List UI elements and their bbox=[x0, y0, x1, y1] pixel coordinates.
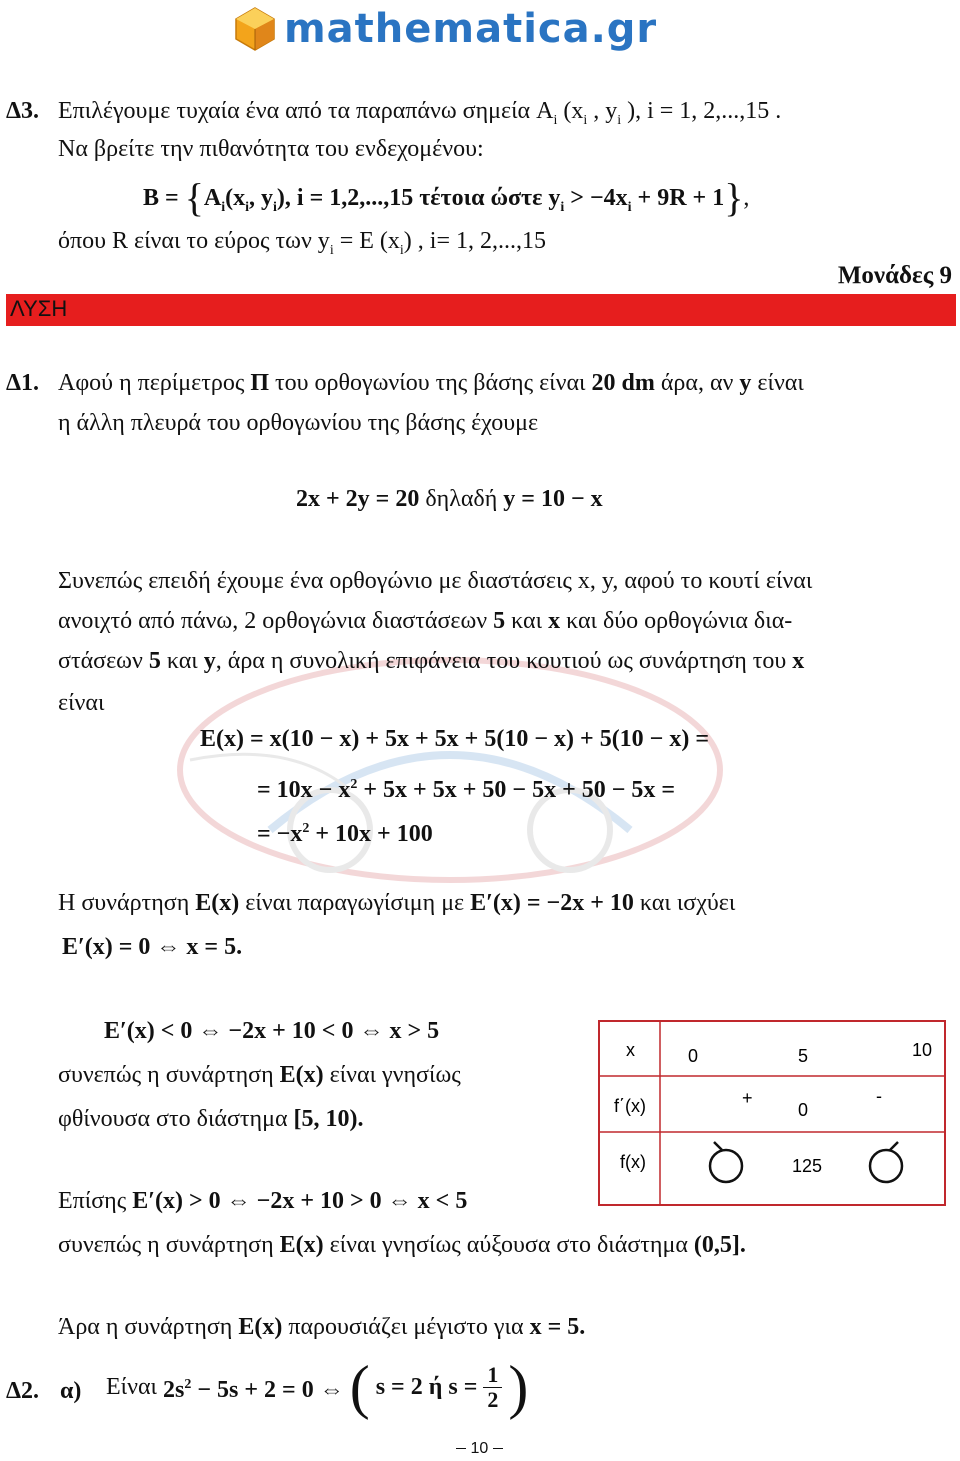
d1-paragraph-13: συνεπώς η συνάρτηση E(x) είναι γνησίως αύξουσα στο διάστημα (0,5]. bbox=[58, 1232, 746, 1258]
d1-derivative-negative: E′(x) < 0 ⇔ −2x + 10 < 0 ⇔ x > 5 bbox=[104, 1018, 440, 1044]
vt-row-f-label: f(x) bbox=[620, 1152, 646, 1172]
vt-fprime-zero: 0 bbox=[798, 1100, 809, 1120]
decreasing-arrow-icon bbox=[870, 1142, 902, 1182]
solution-label-d1: Δ1. bbox=[6, 370, 40, 396]
d1-paragraph-3: Συνεπώς επειδή έχουμε ένα ορθογώνιο με διαστάσεις x, y, αφού το κουτί είναι bbox=[58, 568, 813, 594]
vt-row-x-label: x bbox=[626, 1040, 635, 1060]
increasing-arrow-icon bbox=[710, 1142, 742, 1182]
problem-line-1: Επιλέγουμε τυχαία ένα από τα παραπάνω σημεία $A_i$ ($x_i$ , $y_i$ ), i = 1, 2,...,15 . bbox=[58, 98, 782, 128]
problem-line-2: Να βρείτε την πιθανότητα του ενδεχομένου: bbox=[58, 136, 484, 162]
vt-row-fprime-label: f΄(x) bbox=[614, 1096, 646, 1116]
vt-f-max: 125 bbox=[792, 1156, 823, 1176]
logo-polyhedron-icon bbox=[232, 6, 278, 52]
solution-label: ΛΥΣΗ bbox=[10, 296, 68, 321]
d1-conclusion: Άρα η συνάρτηση E(x) παρουσιάζει μέγιστο για x = 5. bbox=[58, 1314, 586, 1340]
marks-label: Μονάδες 9 bbox=[837, 262, 952, 289]
problem-label-d3: Δ3. bbox=[6, 98, 40, 124]
problem-line-4: όπου R είναι το εύρος των $y_i = E$ $(x_i)$ , i= 1, 2,...,15 bbox=[58, 228, 546, 258]
d1-paragraph-6: είναι bbox=[58, 690, 105, 716]
d2-part-label: α) bbox=[60, 1378, 82, 1404]
d1-area-equation-3: = $-x^2 + 10x + 100$ bbox=[257, 821, 433, 847]
event-set-definition: $B = \{A_i(x_i$, $y_i$), i = 1,2,...,15 τέτοια ώστε $y_i > -4x_i + 9R + 1$}, bbox=[143, 175, 750, 220]
page-number: 10 bbox=[456, 1440, 503, 1458]
d1-paragraph-5: στάσεων 5 και y, άρα η συνολική επιφάνεια του κουτιού ως συνάρτηση του x bbox=[58, 648, 805, 674]
d1-paragraph-7: Η συνάρτηση E(x) είναι παραγωγίσιμη με E′(x) = −2x + 10 και ισχύει bbox=[58, 890, 736, 916]
d1-equation-perimeter: 2x + 2y = 20 δηλαδή y = 10 − x bbox=[296, 486, 603, 512]
d1-area-equation-1: E(x) = x(10 − x) + 5x + 5x + 5(10 − x) + 5(10 − x) = bbox=[200, 726, 710, 752]
solution-header-bar bbox=[6, 294, 956, 326]
d1-paragraph-10: συνεπώς η συνάρτηση E(x) είναι γνησίως bbox=[58, 1062, 461, 1088]
d1-paragraph-12: Επίσης E′(x) > 0 ⇔ −2x + 10 > 0 ⇔ x < 5 bbox=[58, 1188, 468, 1214]
vt-x-5: 5 bbox=[798, 1046, 809, 1066]
vt-fprime-minus: - bbox=[876, 1086, 882, 1106]
logo-text: mathematica.gr bbox=[284, 6, 658, 52]
d2-equation: Είναι $2s^2 - 5s + 2 = 0$ ⇔ ( s = 2 ή s = $\frac{1}{2}$ ) bbox=[106, 1354, 529, 1420]
d1-paragraph-11: φθίνουσα στο διάστημα [5, 10). bbox=[58, 1106, 364, 1132]
vt-x-10: 10 bbox=[912, 1040, 933, 1060]
d1-derivative-zero: E′(x) = 0 ⇔ x = 5. bbox=[62, 934, 243, 960]
d1-area-equation-2: = $10x - x^2 + 5x + 5x + 50 - 5x + 50 - 5x$ = bbox=[257, 777, 676, 803]
variation-table bbox=[598, 1020, 946, 1206]
vt-x-0: 0 bbox=[688, 1046, 699, 1066]
vt-fprime-plus: + bbox=[742, 1088, 753, 1108]
site-logo bbox=[232, 4, 657, 54]
d1-paragraph-4: ανοιχτό από πάνω, 2 ορθογώνια διαστάσεων 5 και x και δύο ορθογώνια δια- bbox=[58, 608, 793, 634]
d1-paragraph-1: Αφού η περίμετρος Π του ορθογωνίου της βάσης είναι 20 dm άρα, αν y είναι bbox=[58, 370, 804, 396]
variation-table-border bbox=[599, 1021, 945, 1205]
solution-label-d2: Δ2. bbox=[6, 1378, 40, 1404]
d1-paragraph-2: η άλλη πλευρά του ορθογωνίου της βάσης έχουμε bbox=[58, 410, 539, 436]
